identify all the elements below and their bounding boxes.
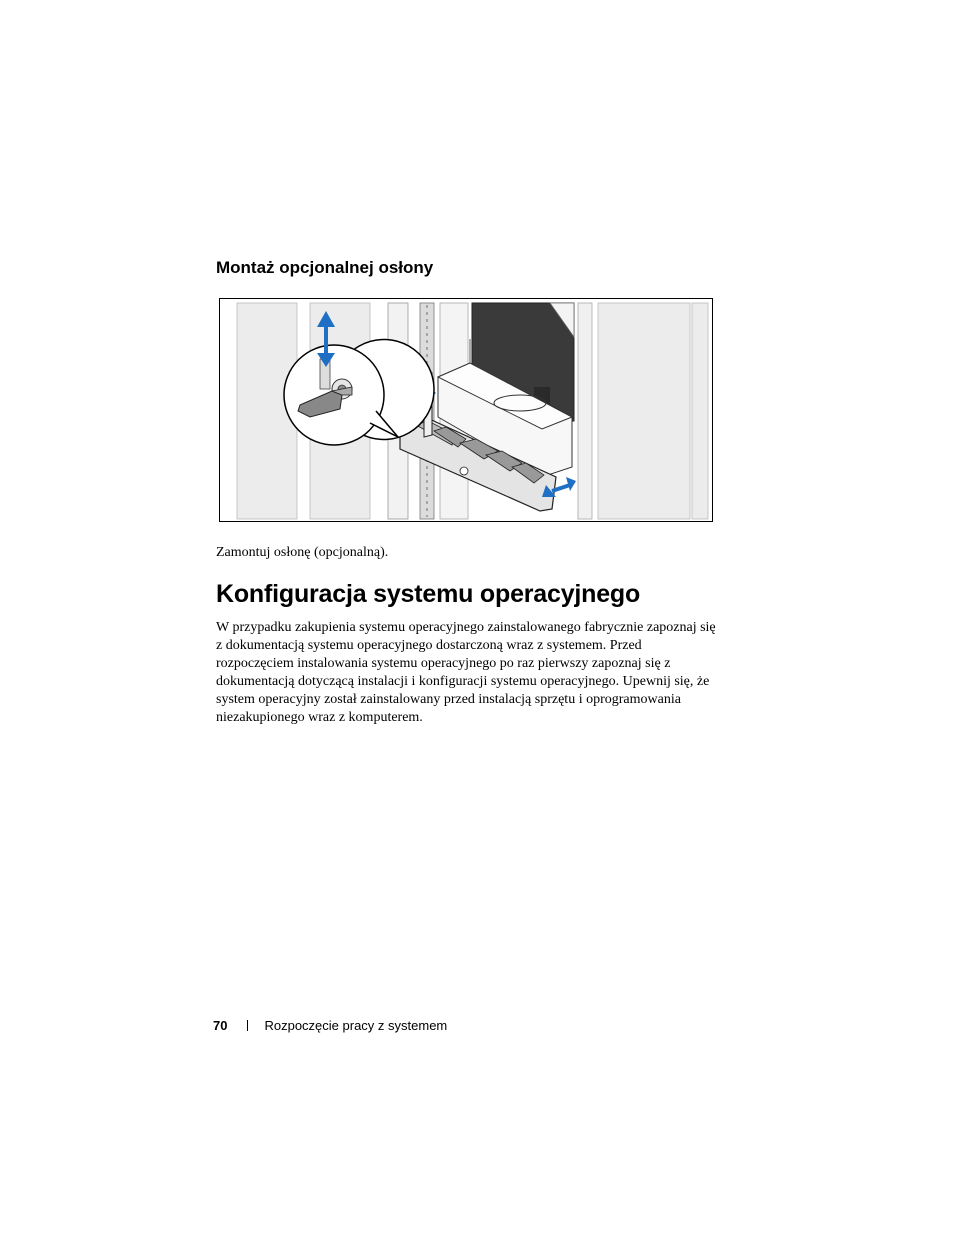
footer-divider (247, 1020, 248, 1031)
rack-panel-right (578, 303, 708, 519)
section-heading: Montaż opcjonalnej osłony (216, 258, 434, 277)
key-lock-callout (284, 340, 434, 446)
page-number: 70 (213, 1017, 228, 1033)
footer-chapter-title: Rozpoczęcie pracy z systemem (264, 1017, 448, 1033)
body-paragraph: W przypadku zakupienia systemu operacyjnego zainstalowanego fabrycznie zapoznaj się z dokumentacją systemu operacyjnego dostarczoną wraz z systemem. Przed rozpoczęciem instalowania systemu operacyjnego po raz pierwszy zapoznaj się z dokumentacją dotyczącą instalacji i konfiguracji systemu operacyjnego. Upewnij się, że system operacyjny został zainstalowany przed instalacją sprzętu i oprogramowania niezakupionego wraz z komputerem. (216, 620, 716, 725)
page-footer (213, 1016, 447, 1034)
figure-caption: Zamontuj osłonę (opcjonalną). (216, 545, 389, 560)
chapter-title: Konfiguracja systemu operacyjnego (216, 580, 641, 608)
bezel-installation-illustration (219, 298, 713, 522)
